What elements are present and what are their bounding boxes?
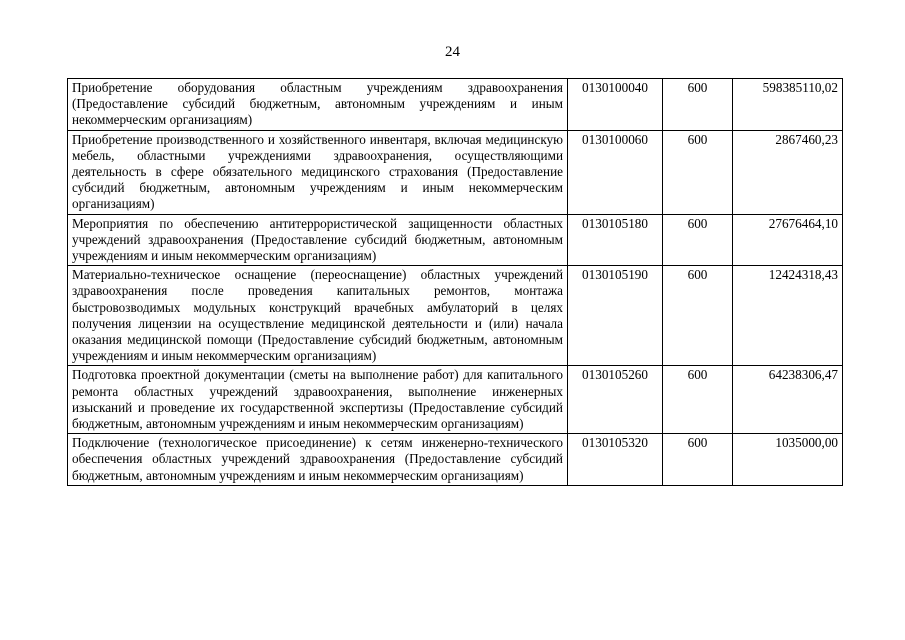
target-code-cell: 0130105190: [568, 266, 663, 366]
budget-table: [67, 78, 843, 486]
target-code-cell: 0130100060: [568, 130, 663, 214]
expense-type-cell: 600: [663, 130, 733, 214]
amount-cell: 12424318,43: [733, 266, 843, 366]
expense-type-cell: 600: [663, 214, 733, 266]
expense-name-cell: Подключение (технологическое присоединение) к сетям инженерно-технического обеспечения областных учреждений здравоохранения (Предоставление субсидий бюджетным, автономным учреждениям и иным некоммерческим организациям): [68, 434, 568, 486]
expense-name-cell: Мероприятия по обеспечению антитеррористической защищенности областных учреждений здравоохранения (Предоставление субсидий бюджетным, автономным учреждениям и иным некоммерческим организациям): [68, 214, 568, 266]
amount-cell: 27676464,10: [733, 214, 843, 266]
expense-type-cell: 600: [663, 434, 733, 486]
table-row: [68, 79, 843, 131]
table-row: [68, 130, 843, 214]
page-number: 24: [445, 44, 460, 60]
expense-type-cell: 600: [663, 266, 733, 366]
target-code-cell: 0130105320: [568, 434, 663, 486]
target-code-cell: 0130105180: [568, 214, 663, 266]
expense-name-cell: Материально-техническое оснащение (переоснащение) областных учреждений здравоохранения после проведения капитальных ремонтов, монтажа быстровозводимых модульных конструкций врачебных амбулаторий в целях получения лицензии на осуществление медицинской деятельности и (или) начала оказания медицинской помощи (Предоставление субсидий бюджетным, автономным учреждениям и иным некоммерческим организациям): [68, 266, 568, 366]
amount-cell: 1035000,00: [733, 434, 843, 486]
expense-name-cell: Приобретение оборудования областным учреждениям здравоохранения (Предоставление субсидий бюджетным, автономным учреждениям и иным некоммерческим организациям): [68, 79, 568, 131]
expense-type-cell: 600: [663, 366, 733, 434]
target-code-cell: 0130105260: [568, 366, 663, 434]
table-row: [68, 214, 843, 266]
target-code-cell: 0130100040: [568, 79, 663, 131]
amount-cell: 64238306,47: [733, 366, 843, 434]
expense-type-cell: 600: [663, 79, 733, 131]
expense-name-cell: Приобретение производственного и хозяйственного инвентаря, включая медицинскую мебель, областными учреждениями здравоохранения, осуществляющими деятельность в сфере обязательного медицинского страхования (Предоставление субсидий бюджетным, автономным учреждениям и иным некоммерческим организациям): [68, 130, 568, 214]
amount-cell: 598385110,02: [733, 79, 843, 131]
expense-name-cell: Подготовка проектной документации (сметы на выполнение работ) для капитального ремонта областных учреждений здравоохранения, выполнение инженерных изысканий и проведение их государственной экспертизы (Предоставление субсидий бюджетным, автономным учреждениям и иным некоммерческим организациям): [68, 366, 568, 434]
table-row: [68, 266, 843, 366]
amount-cell: 2867460,23: [733, 130, 843, 214]
table-row: [68, 434, 843, 486]
table-row: [68, 366, 843, 434]
